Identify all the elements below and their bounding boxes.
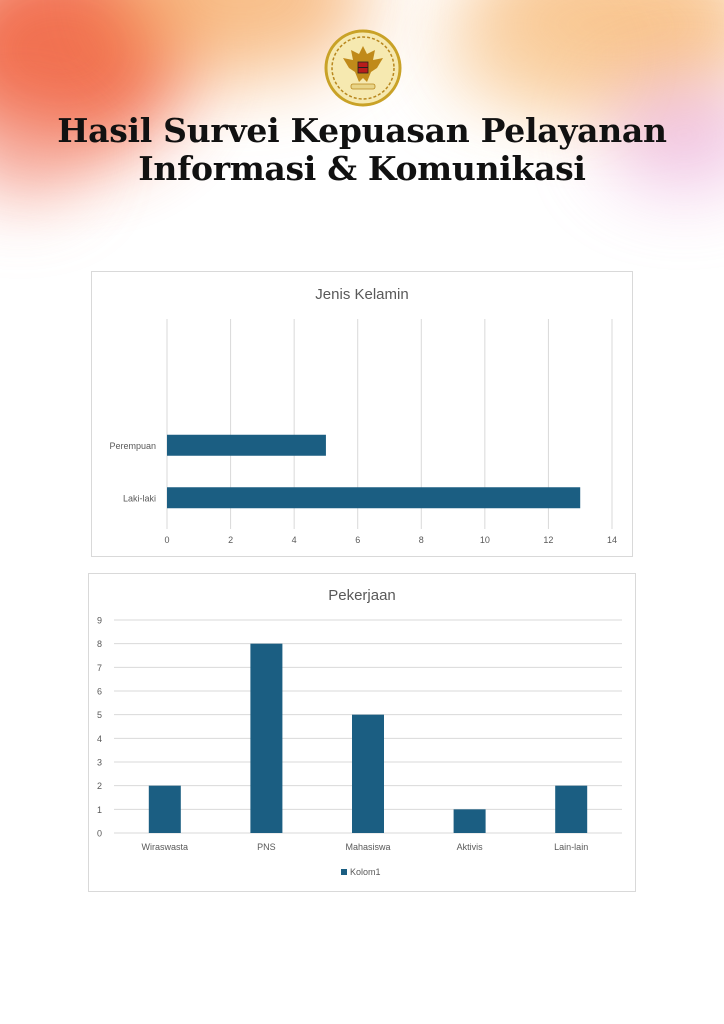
y-tick-label: 3 xyxy=(96,757,102,768)
decor-blob xyxy=(434,10,604,100)
x-tick-label: 12 xyxy=(543,535,554,545)
x-tick-label: 0 xyxy=(164,535,170,545)
y-tick-label: 5 xyxy=(96,710,102,721)
y-tick-label: 7 xyxy=(96,662,102,673)
category-label: Wiraswasta xyxy=(141,842,189,852)
bar xyxy=(167,487,580,508)
x-tick-label: 4 xyxy=(291,535,297,545)
page-title xyxy=(0,112,724,188)
y-tick-label: 2 xyxy=(96,781,102,792)
category-label: Mahasiswa xyxy=(345,842,391,852)
y-tick-label: 6 xyxy=(96,686,102,697)
x-tick-label: 14 xyxy=(606,535,618,545)
y-tick-label: 4 xyxy=(96,733,102,744)
x-tick-label: 6 xyxy=(355,535,361,545)
bar xyxy=(167,435,326,456)
legend-swatch xyxy=(341,869,347,875)
bar xyxy=(250,644,282,833)
gender-chart-svg xyxy=(92,272,632,556)
x-tick-label: 8 xyxy=(418,535,424,545)
title-line-2: Informasi & Komunikasi xyxy=(138,149,586,188)
gender-chart xyxy=(91,271,633,557)
occupation-chart-svg xyxy=(89,574,635,891)
y-tick-label: 0 xyxy=(96,828,102,839)
bar xyxy=(352,715,384,833)
category-label: Aktivis xyxy=(456,842,483,852)
y-tick-label: 1 xyxy=(96,804,102,815)
x-tick-label: 10 xyxy=(479,535,490,545)
category-label: Perempuan xyxy=(109,440,156,451)
legend-label: Kolom1 xyxy=(350,867,381,877)
y-tick-label: 8 xyxy=(96,639,102,650)
chart-title: Jenis Kelamin xyxy=(315,286,409,303)
title-line-1: Hasil Survei Kepuasan Pelayanan xyxy=(57,111,667,150)
x-tick-label: 2 xyxy=(228,535,234,545)
bar xyxy=(454,809,486,833)
bar xyxy=(555,786,587,833)
garuda-emblem-icon xyxy=(323,28,403,108)
occupation-chart xyxy=(88,573,636,892)
category-label: Lain-lain xyxy=(554,842,589,852)
chart-title: Pekerjaan xyxy=(328,587,396,604)
bar xyxy=(149,786,181,833)
category-label: PNS xyxy=(257,842,276,852)
category-label: Laki-laki xyxy=(122,493,156,504)
y-tick-label: 9 xyxy=(96,615,102,626)
